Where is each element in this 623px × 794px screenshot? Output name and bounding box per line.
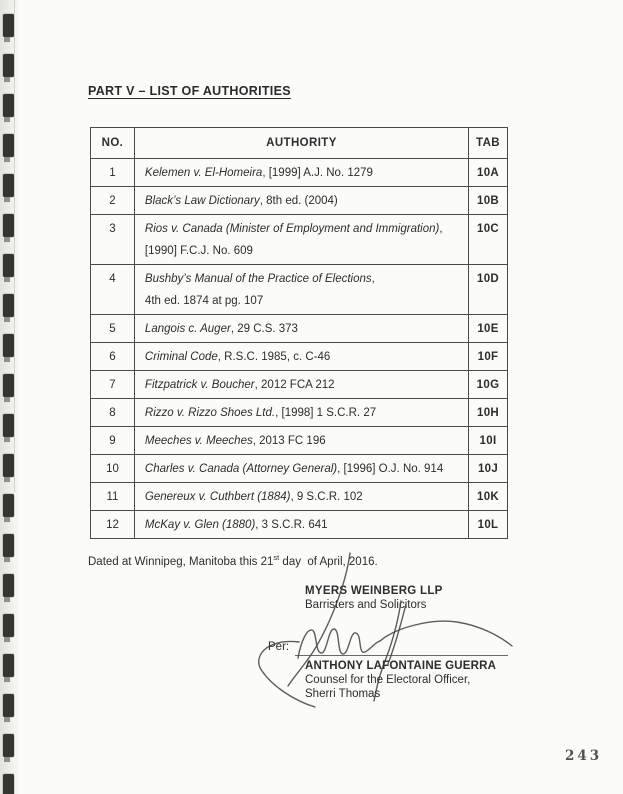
- case-name: Langois c. Auger: [144, 323, 231, 335]
- binding-tab-icon: [3, 774, 14, 794]
- case-name: Fitzpatrick v. Boucher: [144, 379, 255, 391]
- firm-block: [305, 584, 443, 612]
- tab-cell: 10K: [469, 483, 508, 511]
- signature-stroke: [298, 629, 380, 658]
- binding-tab-icon: [3, 254, 14, 277]
- binding-tab-icon: [3, 374, 14, 397]
- tab-cell: 10H: [469, 399, 508, 427]
- page-title: PART V – LIST OF AUTHORITIES: [88, 84, 291, 98]
- signatory-role-line1: Counsel for the Electoral Officer,: [305, 674, 471, 686]
- per-label: Per:: [268, 641, 290, 653]
- authority-cell: [134, 265, 468, 315]
- citation-text: ,: [439, 223, 443, 235]
- citation-text: , 29 C.S. 373: [230, 323, 298, 335]
- case-name: Black’s Law Dictionary: [144, 195, 260, 207]
- date-suffix: day of April, 2016.: [279, 555, 378, 568]
- binding-tab-icon: [3, 54, 14, 77]
- row-number: 11: [91, 483, 135, 511]
- signatory-block: [305, 659, 496, 701]
- tab-cell: 10D: [469, 265, 508, 315]
- binding-tab-icon: [3, 174, 14, 197]
- authority-cell: [134, 187, 468, 215]
- table-row: [91, 427, 508, 455]
- authority-cell: [134, 455, 468, 483]
- date-ordinal: st: [273, 553, 280, 562]
- authority-cell: [134, 215, 468, 265]
- authority-cell: [134, 343, 468, 371]
- table-row: [91, 315, 508, 343]
- citation-line2: [1990] F.C.J. No. 609: [144, 245, 253, 257]
- row-number: 6: [91, 343, 135, 371]
- binding-tab-icon: [3, 734, 14, 757]
- citation-text: , 8th ed. (2004): [259, 195, 338, 207]
- signatory-role-line2: Sherri Thomas: [305, 688, 381, 700]
- table-row: [91, 215, 508, 265]
- column-header-authority: AUTHORITY: [134, 128, 468, 159]
- row-number: 5: [91, 315, 135, 343]
- case-name: McKay v. Glen (1880): [144, 519, 256, 531]
- table-row: [91, 483, 508, 511]
- case-name: Criminal Code: [144, 351, 218, 363]
- page-edge-line: [14, 0, 15, 492]
- tab-cell: 10E: [469, 315, 508, 343]
- signature-stroke: [380, 621, 512, 646]
- tab-cell: 10B: [469, 187, 508, 215]
- binding-tab-icon: [3, 574, 14, 597]
- citation-line2: 4th ed. 1874 at pg. 107: [144, 295, 264, 307]
- tab-cell: 10F: [469, 343, 508, 371]
- binding-tab-icon: [3, 214, 14, 237]
- firm-name: MYERS WEINBERG LLP: [305, 585, 443, 597]
- authority-cell: [134, 483, 468, 511]
- case-name: Genereux v. Cuthbert (1884): [144, 491, 291, 503]
- citation-text: , 9 S.C.R. 102: [290, 491, 363, 503]
- binding-tab-icon: [3, 414, 14, 437]
- binding-tab-icon: [3, 534, 14, 557]
- authority-cell: [134, 427, 468, 455]
- citation-text: , [1996] O.J. No. 914: [337, 463, 444, 475]
- citation-text: , 2013 FC 196: [252, 435, 326, 447]
- authority-cell: [134, 511, 468, 539]
- table-row: [91, 343, 508, 371]
- table-row: [91, 511, 508, 539]
- binding-tab-icon: [3, 494, 14, 517]
- page-number-stamp: 243: [565, 748, 603, 764]
- binding-tab-icon: [3, 334, 14, 357]
- tab-cell: 10J: [469, 455, 508, 483]
- row-number: 4: [91, 265, 135, 315]
- citation-text: ,: [371, 273, 375, 285]
- table-row: [91, 399, 508, 427]
- table-row: [91, 265, 508, 315]
- tab-cell: 10G: [469, 371, 508, 399]
- firm-subtitle: Barristers and Solicitors: [305, 599, 427, 611]
- row-number: 7: [91, 371, 135, 399]
- binding-tab-icon: [3, 94, 14, 117]
- case-name: Meeches v. Meeches: [144, 435, 253, 447]
- authority-cell: [134, 315, 468, 343]
- binding-tab-icon: [3, 654, 14, 677]
- date-prefix: Dated at Winnipeg, Manitoba this 21: [88, 555, 274, 568]
- tab-cell: 10I: [469, 427, 508, 455]
- binding-tab-icon: [3, 454, 14, 477]
- citation-text: , [1998] 1 S.C.R. 27: [275, 407, 377, 419]
- citation-text: , R.S.C. 1985, c. C-46: [217, 351, 331, 363]
- tab-cell: 10A: [469, 159, 508, 187]
- table-header-row: [91, 128, 508, 159]
- case-name: Bushby’s Manual of the Practice of Elections: [144, 273, 372, 285]
- citation-text: , 3 S.C.R. 641: [255, 519, 328, 531]
- row-number: 2: [91, 187, 135, 215]
- tab-cell: 10C: [469, 215, 508, 265]
- case-name: Rios v. Canada (Minister of Employment and Immigration): [144, 223, 440, 235]
- row-number: 1: [91, 159, 135, 187]
- binding-tab-icon: [3, 294, 14, 317]
- case-name: Kelemen v. El-Homeira: [144, 167, 263, 179]
- authority-cell: [134, 159, 468, 187]
- row-number: 10: [91, 455, 135, 483]
- column-header-tab: TAB: [469, 128, 508, 159]
- dated-line: [88, 553, 378, 568]
- table-row: [91, 187, 508, 215]
- binding-strip: [0, 0, 20, 794]
- table-row: [91, 159, 508, 187]
- binding-tab-icon: [3, 614, 14, 637]
- table-row: [91, 371, 508, 399]
- row-number: 9: [91, 427, 135, 455]
- binding-tab-icon: [3, 14, 14, 37]
- table-row: [91, 455, 508, 483]
- binding-tab-icon: [3, 134, 14, 157]
- citation-text: , [1999] A.J. No. 1279: [262, 167, 373, 179]
- citation-text: , 2012 FCA 212: [254, 379, 335, 391]
- case-name: Rizzo v. Rizzo Shoes Ltd.: [144, 407, 276, 419]
- binding-tab-icon: [3, 694, 14, 717]
- case-name: Charles v. Canada (Attorney General): [144, 463, 338, 475]
- authority-cell: [134, 399, 468, 427]
- signature-line: [295, 655, 508, 656]
- column-header-no: NO.: [91, 128, 135, 159]
- signatory-name: ANTHONY LAFONTAINE GUERRA: [305, 660, 497, 672]
- row-number: 3: [91, 215, 135, 265]
- tab-cell: 10L: [469, 511, 508, 539]
- authorities-table: [90, 127, 508, 539]
- row-number: 8: [91, 399, 135, 427]
- authority-cell: [134, 371, 468, 399]
- row-number: 12: [91, 511, 135, 539]
